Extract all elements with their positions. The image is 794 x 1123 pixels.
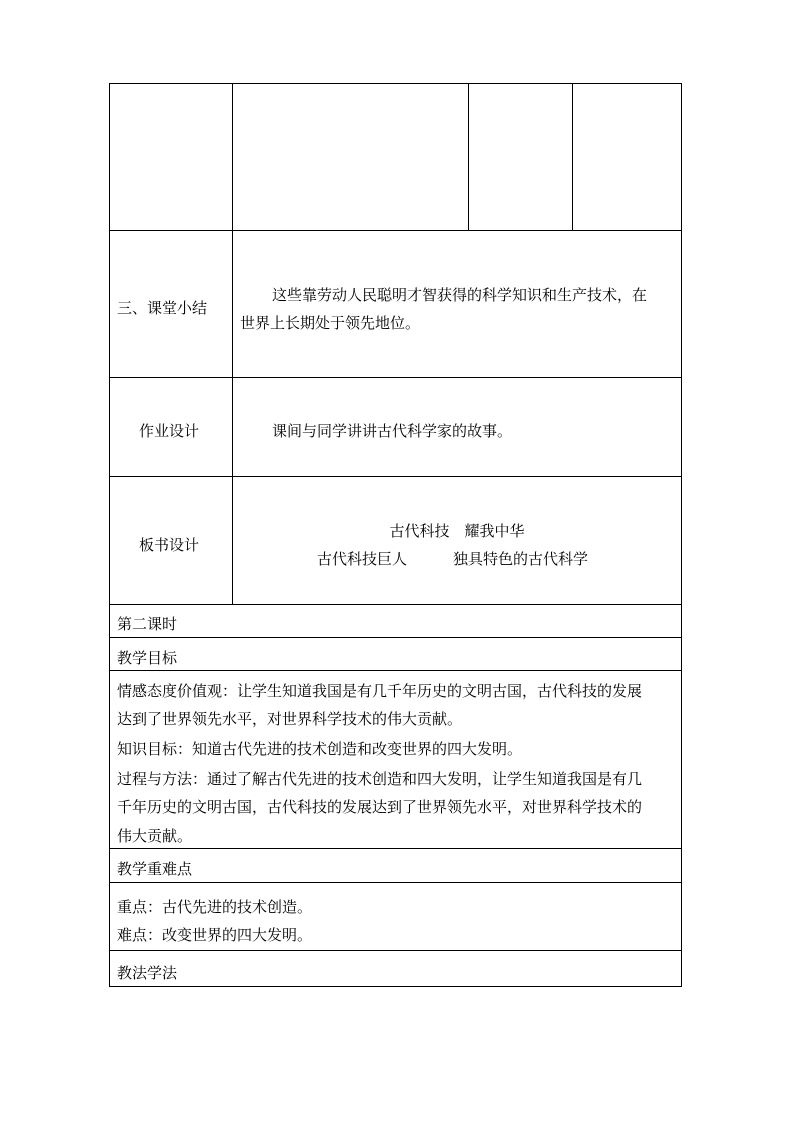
border-bottom: [109, 986, 682, 987]
key-points-line: 重点：古代先进的技术创造。: [117, 898, 313, 916]
summary-text-line-2: 世界上长期处于领先地位。: [240, 314, 421, 332]
border-right: [681, 83, 682, 987]
row-line-8: [109, 882, 682, 883]
summary-text-line-1: 这些靠劳动人民聪明才智获得的科学知识和生产技术，在: [272, 286, 648, 304]
border-top: [109, 83, 682, 84]
row-line-3: [109, 476, 682, 477]
objectives-line: 情感态度价值观：让学生知道我国是有几千年历史的文明古国，古代科技的发展: [117, 682, 643, 700]
objectives-line: 伟大贡献。: [117, 827, 193, 845]
row-line-5: [109, 637, 682, 638]
row-line-7: [109, 848, 682, 849]
objectives-line: 千年历史的文明古国，古代科技的发展达到了世界领先水平，对世界科学技术的: [117, 798, 643, 816]
objectives-line: 达到了世界领先水平，对世界科学技术的伟大贡献。: [117, 710, 463, 728]
board-right-item: 独具特色的古代科学: [453, 550, 589, 568]
row-line-4: [109, 604, 682, 605]
board-label: 板书设计: [139, 536, 200, 554]
objectives-line: 过程与方法：通过了解古代先进的技术创造和四大发明，让学生知道我国是有几: [117, 770, 643, 788]
homework-label: 作业设计: [139, 422, 200, 440]
row-line-2: [109, 377, 682, 378]
board-left-item: 古代科技巨人: [317, 550, 408, 568]
summary-label: 三、课堂小结: [117, 299, 208, 317]
top-row-divider-2: [572, 83, 573, 230]
objectives-line: 知识目标：知道古代先进的技术创造和改变世界的四大发明。: [117, 740, 523, 758]
border-left: [109, 83, 110, 987]
board-title: 古代科技 耀我中华: [389, 522, 525, 540]
row-line-1: [109, 230, 682, 231]
key-points-line: 难点：改变世界的四大发明。: [117, 926, 313, 944]
homework-text: 课间与同学讲讲古代科学家的故事。: [272, 422, 513, 440]
second-lesson-heading: 第二课时: [117, 615, 178, 633]
methods-heading: 教法学法: [117, 964, 178, 982]
row-line-9: [109, 950, 682, 951]
top-row-divider-1: [468, 83, 469, 230]
row-line-6: [109, 670, 682, 671]
objectives-heading: 教学目标: [117, 649, 178, 667]
key-points-heading: 教学重难点: [117, 860, 193, 878]
